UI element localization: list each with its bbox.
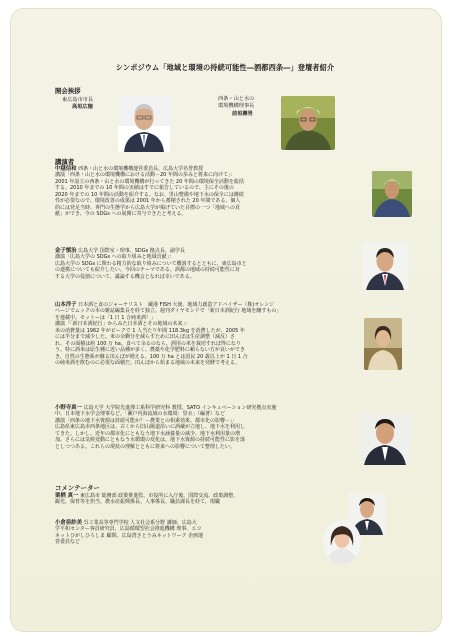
speaker-name: 中越信和 (55, 166, 77, 172)
commentator-name: 栗栖 真一 (55, 493, 79, 499)
commentator-text: 呉工業高等専門学校 人文社会系分野 講師、広島大 学平和センター客員研究員、広島循環型社会推進機構 理事、エコ ネットひがしひろしま 顧問、広島湾さとうみネットワーク 企画運 営委員など (55, 520, 204, 546)
commentator-ogura (55, 520, 285, 546)
speaker-name: 金子慎治 (55, 248, 77, 254)
greeting-left-name: 高垣広徳 (72, 104, 93, 110)
page-title: シンポジウム「地域と環境の持続可能性―酒都西条―」登壇者紹介 (115, 63, 335, 72)
speakers-heading: 講演者 (55, 158, 75, 166)
speaker-text: 日本酒と食のジャーナリスト 蔵港 FISH 大使、地域力創造アドバイザー（株)オレンジ ページでムックの本の雑誌編集長を経て独立。週刊ダイヤモンドで「新日本酒紀行 地域を醸すもの」 を連載中。モットーは「1 日 1 合純米酒！」 講演「「新日本酒紀行」からみた日本酒とその地域の未来」： 米の消費量は 1962 年がピークで 1 人当たり年間 118.3kg を消費したが、2005 年 には半分まで減少した。米の余剰分を減らすために田んぼは生産調整（減反）さ れ、その面積は約 100 万 ha。食べて余るのなら、酒用の米を栽培すれば得になり う。特に酒米は原生種に近い品種が多く、農薬や化学肥料に頼らない方が良いができ き、自然の生態系が蘇る田んぼが増える。100 万 ha とは国民 20 歳以上が 1 日 1 合 の純米酒を飲むのに必要な面積だ。田んぼから始まる地域の未来を発酵で考える。 (55, 302, 282, 367)
chairman-photo (281, 96, 335, 150)
speaker-nakagoshi (55, 166, 375, 218)
nakagoshi-photo (372, 171, 412, 217)
commentators-heading: コメンテーター (55, 484, 100, 492)
speaker-text: 広島大学 国際室・理事、SDGs 拠点長、副学長 講演「広島大学の SDGs への取り組みと地域貢献」： 広島大学の SDGs に関わる精力的な取り組みについて概説するとともに、東広島市と の連携についても紹介したい。今回のテーマである、酒都の地域の持続可能性に対 する大学の役割について、議論する機会となれば幸いである。 (55, 248, 247, 280)
greeting-left-role: 東広島市市長 (62, 97, 94, 103)
greeting-right-name: 前垣壽男 (232, 111, 253, 117)
speaker-text: 西条・山と水の環境機構運営委員長、広島大学名誉教授 講演「西条・山と水の環境機構における活動－20 年間の歩みと将来に向けて」： 2001 年設立の西条・山と水の環境機構が行ってきた 20 年間の環境保全活動を総括 する。2010 年までの 10 年間の実績はすでに報告しているので、主にその後の 2020 年までの 10 年間の活動を紹介する。なお、里山整備や地下水の保全には継続 性が必要なので、環境改善の成果は 2001 年から蓄積された 20 年間である。個人 的には発足当時、専門の生態学から広島大学が掲げていた目標の一つ「地域への貢 献」ができ、今の SDGs への展開に寄与できたと考える。 (55, 166, 244, 218)
ogura-photo (323, 520, 361, 564)
speaker-yamamoto (55, 302, 385, 367)
greeting-right-role: 西条・山と水の 環境機構理事長 (218, 96, 255, 109)
yamamoto-photo (364, 318, 402, 370)
speaker-name: 小野寺真一 (55, 405, 82, 411)
greeting-heading: 開会挨拶 (55, 87, 81, 95)
commentator-text: 東広島市 総務部 政策推進監、市役所に入庁後、国際交流、政策調整、 観光、保育等を担当、農水産振興係長、人事係長、職員課長を経て、現職 (55, 493, 239, 506)
onodera-photo (360, 413, 410, 465)
commentator-name: 小倉亜紗美 (55, 520, 82, 526)
kaneko-photo (362, 242, 408, 290)
speaker-onodera (55, 405, 390, 450)
speaker-text: 広島大学 大学院先進理工系科学研究科 教授、SATO インキュベーション研究拠点実施 中、日本地下水学会理事など。「瀬戸内海流域の水環境：里水」（編著）など 講演「西条の地下水資源は持続可能か？－農業との相乗効果、都市化の影響－」： 広島県東広島市西条地区は、古くから旧山陽道沿いに酒蔵が立地し、地下水を利用し てきた。しかし、近年の都市化にともなう地下水涵養量の減少、地下水利用量の増 加、さらには気候変動にともなう水循環の変化は、地下水資源の持続可能性に影を落 としつつある。これらの現状の理解とともに将来への影響について整理したい。 (55, 405, 277, 450)
mayor-photo (118, 96, 170, 152)
speaker-name: 山本洋子 (55, 302, 77, 308)
speaker-kaneko (55, 248, 370, 280)
commentator-kurisu (55, 493, 390, 506)
